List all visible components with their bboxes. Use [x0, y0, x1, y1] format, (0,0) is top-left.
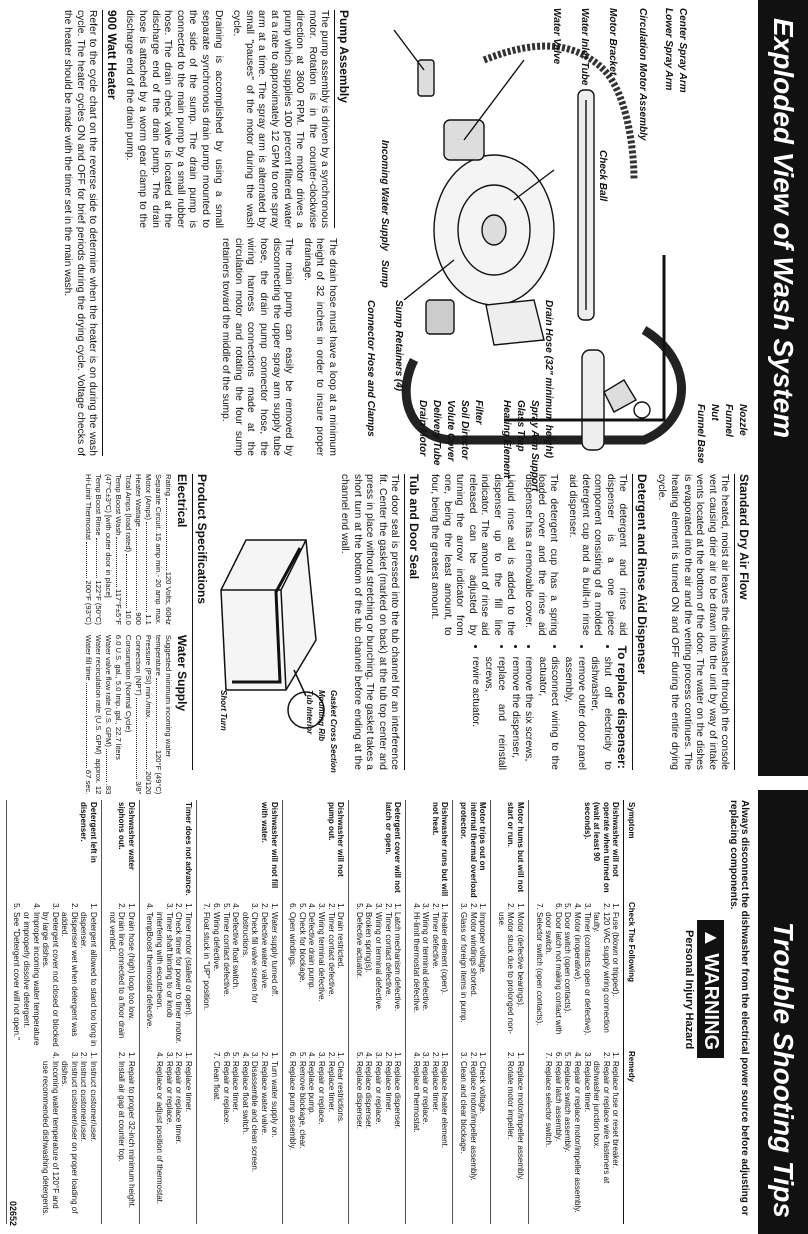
remedy-item: 4. Replace pump.: [307, 1061, 317, 1222]
symptom-cell: Dishwasher will not fill with water.: [196, 800, 282, 900]
symptom-cell: Detergent left in dispenser.: [6, 800, 101, 900]
warning-subtitle: Personal Injury Hazard: [683, 930, 695, 1050]
remedy-item: 4. Repair or replace motor/impeller assembly.: [572, 1061, 582, 1222]
detergent-paragraph-3: Liquid rinse aid is added to the dispenser up to the fill line indicator. The amount of rinse aid released can be adjusted by turning the arrow indicator from one, being the least amount, to four, being the greatest amount.: [429, 474, 516, 636]
pump-assembly-heading: Pump Assembly: [334, 10, 350, 228]
check-item: 4. Defective float switch.: [231, 912, 241, 1047]
heater-section: [55, 10, 118, 456]
remedy-item: 3. Disassemble and clean screen.: [250, 1061, 260, 1222]
replace-step: • shut off electricity to dishwasher,: [588, 657, 613, 770]
remedy-item: 1. Check voltage.: [478, 1061, 488, 1222]
heater-paragraph: Refer to the cycle chart on the reverse side to determine when the heater is on during the wash cycle. The heater cycles ON and OFF for brief periods during the drying cycle. Voltage checks of the heater should be made with the timer set in the main wash.: [62, 10, 99, 456]
remedy-item: 4. Replace float switch.: [240, 1061, 250, 1222]
remedy-item: 3. Repair or replace.: [421, 1061, 431, 1222]
product-specs-section: [83, 474, 209, 795]
table-row: [6, 800, 101, 1224]
remedy-cell: [139, 1049, 196, 1224]
callout-funnel: Funnel: [723, 404, 734, 437]
callout-circulation-motor: Circulation Motor Assembly: [637, 8, 648, 141]
check-item: 2. Dispenser wet when detergent was added.: [60, 912, 79, 1047]
check-item: 5. See "Detergent cover will not open.": [12, 912, 22, 1047]
callout-filter: Filter: [473, 400, 484, 425]
remedy-item: 2. Repair or replace wire fasteners at dishwasher junction box.: [592, 1061, 611, 1222]
callout-drain-motor: Drain Motor: [417, 400, 428, 457]
spec-row: Separate Circuit..15 amp min.- 20 amp max.: [153, 474, 163, 625]
heater-heading: 900 Watt Heater: [102, 10, 118, 456]
pump-assembly-paragraph-4: The main pump can easily be removed by disconnecting the upper spray arm supply tube hose, the drain pump connector hose, the wiring harness connections made at the circulation motor and rotating the four sump retainers toward the middle of the sump.: [220, 238, 295, 456]
check-item: 1. Timer motor (stalled or open).: [183, 912, 193, 1047]
symptom-cell: Dishwasher runs but will not heat.: [406, 800, 453, 900]
check-cell: [491, 900, 529, 1049]
remedy-item: 4. Incoming water temperature of 120°F and use recommended dishwashing detergents.: [41, 1061, 60, 1222]
check-item: 2. Timer defective.: [430, 912, 440, 1047]
replace-step: • remove the dispenser,: [508, 657, 521, 770]
callout-motor-bracket: Motor Bracket: [607, 8, 618, 76]
remedy-item: 5. Replace switch assembly.: [563, 1061, 573, 1222]
remedy-item: 2. Instruct customer/user.: [79, 1061, 89, 1222]
table-row: [139, 800, 196, 1224]
check-item: 1. Fuse (blown or tripped).: [611, 912, 621, 1047]
detergent-heading: Detergent and Rinse Aid Dispenser: [632, 474, 648, 770]
symptom-cell: Motor hums but will not start or run.: [491, 800, 529, 900]
check-item: 4. Improper incoming water temperature or improperly dissolve detergent.: [21, 912, 40, 1047]
callout-heating-element: Heating Element: [501, 400, 512, 479]
table-row: [196, 800, 282, 1224]
callout-sump: Sump: [379, 260, 390, 288]
remedy-item: 1. Clear restrictions.: [336, 1061, 346, 1222]
remedy-item: 2. Replace motor/impeller assembly.: [468, 1061, 478, 1222]
caution-text: Always disconnect the dishwasher from the electrical power source before adjusting or replacing components.: [728, 800, 750, 1216]
short-turn-label: Short Turn: [219, 690, 228, 731]
replace-step: • replace and reinstall screws,: [482, 657, 507, 770]
tub-seal-section: [331, 474, 420, 770]
replace-step: • rewire actuator.: [468, 657, 481, 770]
remedy-cell: [453, 1049, 491, 1224]
check-item: 1. Drain hose (high) loop too low.: [126, 912, 136, 1047]
spec-row: Water fill time 67 sec.: [83, 634, 93, 795]
remedy-item: 2. Replace timer.: [430, 1061, 440, 1222]
check-item: 2. Check timer for power to timer motor.: [174, 912, 184, 1047]
tub-seal-paragraph: The door seal is pressed into the tub channel for an interference fit. Center the gasket (marked on back) at the tub top center and press in place without stretching or bunching. The gasket takes a short turn at the bottom of the tub channel before ending at the channel end wall.: [339, 474, 401, 770]
check-item: 6. Wiring defective.: [211, 912, 221, 1047]
remedy-item: 5. Replace timer.: [231, 1061, 241, 1222]
check-item: 1. Motor (defective bearings).: [515, 912, 525, 1047]
check-cell: [529, 900, 624, 1049]
warning-triangle-icon: ▲: [700, 928, 722, 948]
remedy-item: 2. Rotate motor impeller.: [506, 1061, 516, 1222]
table-row: [529, 800, 624, 1224]
check-item: 2. 120 VAC supply wiring connection faulty.: [592, 912, 611, 1047]
remedy-item: 5. Replace dispenser.: [354, 1061, 364, 1222]
remedy-item: 2. Replace timer.: [326, 1061, 336, 1222]
remedy-item: 1. Replace heater element.: [440, 1061, 450, 1222]
spec-row: Water valve flow rate (U.S. GPM) .83: [103, 634, 113, 795]
callout-spray-arm-support: Spray Arm Support: [529, 400, 540, 492]
callout-nut: Nut: [709, 404, 720, 421]
pump-assembly-paragraph-3: The drain hose must have a loop at a minimum height of 32 inches in order to insure proper drainage.: [301, 238, 338, 456]
replace-dispenser-steps: [468, 646, 613, 770]
warning-label: WARNING: [700, 953, 722, 1051]
callout-lower-spray-arm: Lower Spray Arm: [663, 8, 674, 91]
water-supply-specs-column: [83, 635, 189, 794]
check-item: 1. Heater element (open).: [440, 912, 450, 1047]
detergent-section: [422, 474, 649, 770]
detergent-paragraph-1: The detergent and rinse aid dispenser is a one piece component consisting of a molded detergent cup and a built-in rinse aid dispenser.: [567, 474, 629, 636]
check-cell: [6, 900, 101, 1049]
callout-drain-hose: Drain Hose (32" minimum height): [543, 300, 554, 459]
spec-row: Pressure (PSI) min./max. 20/120: [143, 634, 153, 795]
callout-check-ball: Check Ball: [597, 150, 608, 202]
table-row: [406, 800, 453, 1224]
check-cell: [453, 900, 491, 1049]
remedy-item: 7. Clean float.: [211, 1061, 221, 1222]
spec-row: Consumption (Normal Cycle): [123, 634, 133, 733]
symptom-cell: Dishwasher will not operate when turned on (wait at least 90 seconds).: [529, 800, 624, 900]
remedy-item: 3. Replace timer.: [582, 1061, 592, 1222]
spec-row: Suggested minimum incoming water: [163, 634, 173, 758]
callout-connector-hose: Connector Hose and Clamps: [365, 300, 376, 437]
remedy-item: 6. Replace pump assembly.: [288, 1061, 298, 1222]
remedy-item: 3. Clean and clear blockage.: [459, 1061, 469, 1222]
check-item: 5. Defective actuator.: [354, 912, 364, 1047]
check-item: 6. Door latch not making contact with door switch.: [544, 912, 563, 1047]
callout-soil-director: Soil Director: [459, 400, 470, 460]
callout-delivery-tube: Delivery Tube: [431, 400, 442, 466]
spec-row: Total Amps (load rated) 10.0: [123, 474, 133, 625]
remedy-item: 1. Replace dispenser.: [393, 1061, 403, 1222]
check-item: 2. Timer contact defective.: [326, 912, 336, 1047]
remedy-item: 7. Replace selector switch.: [544, 1061, 554, 1222]
check-column-header: Check The Following: [624, 900, 638, 1049]
symptom-cell: Motor trips out on internal thermal overload protector.: [453, 800, 491, 900]
table-row: [453, 800, 491, 1224]
check-item: 3. Timer shaft binding to or knob interfering with escutcheon.: [154, 912, 173, 1047]
check-item: 2. Timer contact defective.: [383, 912, 393, 1047]
check-cell: [139, 900, 196, 1049]
remedy-item: 4. Replace or adjust position of thermostat.: [154, 1061, 164, 1222]
callout-nozzle: Nozzle: [737, 404, 748, 436]
check-item: 3. Wiring terminal defective.: [316, 912, 326, 1047]
check-item: 7. Selector switch (open contacts).: [534, 912, 544, 1047]
check-cell: [349, 900, 406, 1049]
remedy-cell: [196, 1049, 282, 1224]
detergent-paragraph-2: The detergent cup has a spring loaded cover and the rinse aid dispenser has a removable cover.: [523, 474, 560, 636]
check-item: 6. Open windings.: [288, 912, 298, 1047]
symptom-cell: Detergent cover will not latch or open.: [349, 800, 406, 900]
remedy-cell: [349, 1049, 406, 1224]
check-item: 3. Check fill valve screen for obstructions.: [240, 912, 259, 1047]
electrical-heading: Electrical: [175, 474, 190, 528]
remedy-item: 6. Repair or replace.: [221, 1061, 231, 1222]
remedy-cell: [282, 1049, 349, 1224]
table-row: [349, 800, 406, 1224]
check-item: 4. Motor (inoperative).: [572, 912, 582, 1047]
check-item: 1. Water supply turned off.: [269, 912, 279, 1047]
callout-volute-cover: Volute Cover: [445, 400, 456, 462]
warning-box: [683, 800, 750, 1224]
remedy-item: 1. Replace motor/impeller assembly.: [515, 1061, 525, 1222]
callout-funnel-base: Funnel Base: [695, 404, 706, 464]
check-item: 4. Hi-limit thermostat defective.: [411, 912, 421, 1047]
remedy-item: 4. Replace thermostat.: [411, 1061, 421, 1222]
right-page-title: Trouble Shooting Tips: [758, 790, 808, 1234]
check-item: 7. Float stuck in "UP" position.: [202, 912, 212, 1047]
dry-air-flow-paragraph: The heated, moist air leaves the dishwasher through the console vent causing drier air to be drawn into the unit by way of intake vents located at the bottom of the door. The water on the dishes is evaporated into the air and the venting process continues. The heating element is turned ON and OFF during the entire drying cycle.: [656, 474, 731, 770]
pump-assembly-section: [117, 10, 350, 228]
remedy-cell: [529, 1049, 624, 1224]
product-specs-heading: Product Specifications: [192, 474, 208, 770]
remedy-item: 1. Repair to proper 32-inch minimum height.: [126, 1061, 136, 1222]
check-item: 2. Defective water valve.: [259, 912, 269, 1047]
troubleshooting-table: [6, 800, 638, 1224]
check-cell: [282, 900, 349, 1049]
symptom-cell: Timer does not advance.: [139, 800, 196, 900]
dry-air-flow-section: [649, 474, 750, 770]
pump-assembly-paragraph-2: Draining is accomplished by using a small separate synchronous drain pump mounted to the side of the sump. The drain pump is connected to the main pump by a small rubber hose. The drain check valve is located at the discharge end of the drain pump. The drain hose is attached by a worm gear clamp to the discharge end of the drain pump.: [124, 10, 224, 228]
remedy-column-header: Remedy: [624, 1049, 638, 1224]
remedy-cell: [406, 1049, 453, 1224]
callout-water-valve: Water Valve: [551, 8, 562, 65]
pump-assembly-paragraph-1: The pump assembly is driven by a synchronous motor. Rotation is in the counter-clockwise direction at 3600 RPM. The motor drives a pump which supplies 100 percent filtered water at a rate to approximately 12 GPM to one spray arm at a time. The spray arm is alternated by small "pauses" of the motor during the wash cycle.: [231, 10, 331, 228]
spec-row: 6.0 U.S. gal., 5.0 Imp. gal., 22.7 liters: [113, 634, 123, 760]
remedy-item: 2. Repair or replace timer.: [174, 1061, 184, 1222]
remedy-item: 3. Repair or replace.: [164, 1061, 174, 1222]
spec-row: Temp Boost Rinse 122°F (50°C): [93, 474, 103, 625]
remedy-item: 2. Install air gap at counter top.: [117, 1061, 127, 1222]
check-item: 4. Defective drain pump.: [307, 912, 317, 1047]
check-item: 1. Latch mechanism defective.: [393, 912, 403, 1047]
check-item: 3. Wiring or terminal defective.: [421, 912, 431, 1047]
remedy-item: 3. Repair or replace.: [373, 1061, 383, 1222]
check-item: 5. Timer contact defective.: [221, 912, 231, 1047]
check-item: 2. Drain line connected to a floor drain not vented.: [107, 912, 126, 1047]
check-item: 1. Detergent allowed to stand too long in dispenser.: [79, 912, 98, 1047]
dry-air-flow-heading: Standard Dry Air Flow: [734, 474, 750, 770]
check-cell: [196, 900, 282, 1049]
right-page: [0, 790, 808, 1234]
replace-dispenser-heading: To replace dispenser:: [615, 645, 630, 769]
remedy-item: 6. Repair latch assembly.: [553, 1061, 563, 1222]
spec-row: temperature 120°F (49°C): [153, 634, 163, 795]
check-item: 1. Improper voltage.: [478, 912, 488, 1047]
remedy-item: 5. Remove blockage, clear.: [297, 1061, 307, 1222]
remedy-item: 3. Instruct customer/user on proper loading of dishes.: [60, 1061, 79, 1222]
spec-row: Water recirculation rate (U.S. GPM) approx. 12: [93, 634, 103, 795]
remedy-cell: [102, 1049, 140, 1224]
callout-sump-retainers: Sump Retainers (4): [393, 300, 404, 392]
electrical-specs: [83, 474, 189, 625]
remedy-cell: [6, 1049, 101, 1224]
callout-center-spray-arm: Center Spray Arm: [677, 8, 688, 93]
remedy-item: 1. Replace fuse or reset breaker.: [611, 1061, 621, 1222]
remedy-item: 1. Instruct customer/user.: [89, 1061, 99, 1222]
symptom-cell: Dishwasher will not pump out.: [282, 800, 349, 900]
replace-step: • remove outer door panel assembly,: [561, 657, 586, 770]
part-number: 02652: [8, 1200, 18, 1226]
check-item: 3. Wiring or terminal defective.: [373, 912, 383, 1047]
symptom-column-header: Symptom: [624, 800, 638, 900]
check-cell: [102, 900, 140, 1049]
left-page-title: Exploded View of Wash System: [758, 0, 808, 776]
callout-incoming-water-supply: Incoming Water Supply: [379, 140, 390, 251]
table-row: [282, 800, 349, 1224]
remedy-item: 2. Replace timer.: [383, 1061, 393, 1222]
water-supply-heading: Water Supply: [175, 634, 190, 712]
gasket-cross-section-label: Gasket Cross Section: [329, 690, 338, 773]
check-item: 3. Timer (contacts open or defective).: [582, 912, 592, 1047]
tub-seal-heading: Tub and Door Seal: [404, 474, 420, 770]
check-item: 2. Motor windings shorted.: [468, 912, 478, 1047]
remedy-cell: [491, 1049, 529, 1224]
check-item: 5. Door switch (open contacts).: [563, 912, 573, 1047]
check-item: 5. Check for blockage.: [297, 912, 307, 1047]
check-item: 3. Glass or foreign items in pump.: [459, 912, 469, 1047]
tub-interior-label: Tub Interior: [305, 690, 314, 735]
remedy-item: 1. Replace timer.: [183, 1061, 193, 1222]
spec-row: Motor (Amps) 1.1: [143, 474, 153, 625]
remedy-item: 4. Replace dispenser.: [364, 1061, 374, 1222]
remedy-item: 3. Repair or replace.: [316, 1061, 326, 1222]
warning-badge: [697, 920, 724, 1058]
mounting-rib-label: Mounting Rib: [317, 690, 326, 742]
check-item: 4. TempBoost thermostat defective.: [145, 912, 155, 1047]
spec-row: Temp Boost Wash 117°F±5°F: [113, 474, 123, 625]
table-row: [491, 800, 529, 1224]
check-item: 1. Drain restricted.: [336, 912, 346, 1047]
pump-assembly-continued: [213, 238, 338, 456]
callout-water-inlet-tube: Water Inlet Tube: [579, 8, 590, 86]
callout-glass-trap: Glass Trap: [515, 400, 526, 452]
symptom-cell: Dishwasher water siphons out.: [102, 800, 140, 900]
check-item: 4. Broken spring(s).: [364, 912, 374, 1047]
remedy-item: 2. Replace water valve.: [259, 1061, 269, 1222]
spec-row: (47°C±3°C) [with outer door in place]: [103, 474, 113, 598]
check-item: 2. Motor stuck due to prolonged non-use.: [496, 912, 515, 1047]
check-cell: [406, 900, 453, 1049]
replace-step: • remove the six screws,: [522, 657, 535, 770]
spec-row: Hi-Limit Thermostat 200°F (93°C): [83, 474, 93, 625]
table-row: [102, 800, 140, 1224]
spec-row: Rating 120 Volts, 60Hz: [163, 474, 173, 625]
spec-row: Heater Wattage 900: [133, 474, 143, 625]
spec-row: Connection (NPT) 3/8": [133, 634, 143, 795]
check-item: 3. Detergent cover not closed or blocked by large dishes.: [41, 912, 60, 1047]
replace-step: • disconnect wiring to the actuator,: [535, 657, 560, 770]
remedy-item: 1. Turn water supply on.: [269, 1061, 279, 1222]
